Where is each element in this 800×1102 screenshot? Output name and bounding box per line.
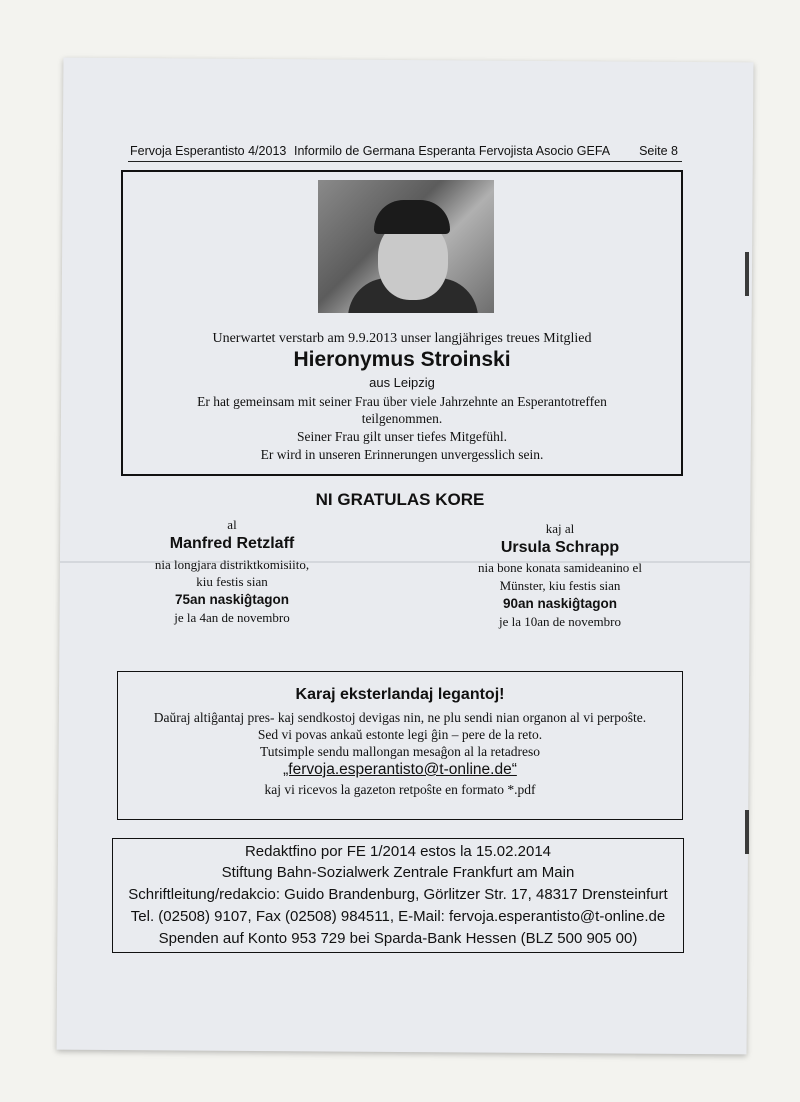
congrats-left-date: je la 4an de novembro — [174, 610, 290, 625]
foreign-line2: Sed vi povas ankaŭ estonte legi ĝin – pere de la reto. — [257, 727, 543, 742]
foreign-line1: Daŭraj altiĝantaj pres- kaj sendkostoj devigas nin, ne plu sendi nian organon al vi perpoŝte. — [153, 710, 647, 725]
foreign-email-link[interactable]: „fervoja.esperantisto@t-online.de“ — [283, 761, 517, 778]
header-publisher: Informilo de Germana Esperanta Fervojista Asocio GEFA — [294, 144, 611, 158]
congrats-title: NI GRATULAS KORE — [315, 490, 485, 509]
editorial-donations: Spenden auf Konto 953 729 bei Sparda-Bank Hessen (BLZ 500 905 00) — [158, 930, 638, 947]
editorial-deadline: Redaktfino por FE 1/2014 estos la 15.02.2014 — [244, 843, 552, 860]
congrats-left-line2: kiu festis sian — [196, 574, 268, 589]
congrats-right-date: je la 10an de novembro — [498, 614, 621, 629]
congrats-right-intro: kaj al — [545, 521, 575, 536]
editorial-foundation: Stiftung Bahn-Sozialwerk Zentrale Frankfurt am Main — [221, 864, 575, 881]
congrats-left-line1: nia longjara distriktkomisiito, — [154, 557, 310, 572]
obituary-intro: Unerwartet verstarb am 9.9.2013 unser langjähriges treues Mitglied — [212, 331, 592, 346]
congrats-right-line2: Münster, kiu festis sian — [499, 578, 621, 593]
obituary-text-3: Seiner Frau gilt unser tiefes Mitgefühl. — [297, 429, 507, 444]
obituary-name: Hieronymus Stroinski — [293, 348, 511, 371]
foreign-title: Karaj eksterlandaj legantoj! — [295, 686, 505, 703]
obituary-text-4: Er wird in unseren Erinnerungen unvergesslich sein. — [260, 447, 544, 462]
editorial-contact: Tel. (02508) 9107, Fax (02508) 984511, E-Mail: fervoja.esperantisto@t-online.de — [130, 908, 666, 925]
header-page-number: Seite 8 — [639, 144, 678, 158]
congrats-right-line1: nia bone konata samideanino el — [478, 560, 642, 575]
header-issue: Fervoja Esperantisto 4/2013 — [130, 144, 287, 158]
congrats-right-age: 90an naskiĝtagon — [502, 596, 618, 611]
portrait-photo — [318, 180, 494, 313]
congrats-left-name: Manfred Retzlaff — [169, 535, 295, 552]
staple-top — [745, 252, 749, 296]
staple-bottom — [745, 810, 749, 854]
obituary-city: aus Leipzig — [369, 375, 435, 390]
congrats-left-intro: al — [227, 517, 237, 532]
page-header — [128, 144, 682, 162]
foreign-line3: Tutsimple sendu mallongan mesaĝon al la retadreso — [260, 744, 540, 759]
congrats-right-name: Ursula Schrapp — [500, 539, 620, 556]
obituary-text-1: Er hat gemeinsam mit seiner Frau über viele Jahrzehnte an Esperantotreffen — [197, 394, 607, 409]
obituary-text-2: teilgenommen. — [361, 411, 443, 426]
congrats-left-age: 75an naskiĝtagon — [174, 592, 290, 607]
foreign-line4: kaj vi ricevos la gazeton retpoŝte en formato *.pdf — [264, 782, 536, 797]
editorial-address: Schriftleitung/redakcio: Guido Brandenburg, Görlitzer Str. 17, 48317 Drensteinfurt — [128, 886, 668, 903]
